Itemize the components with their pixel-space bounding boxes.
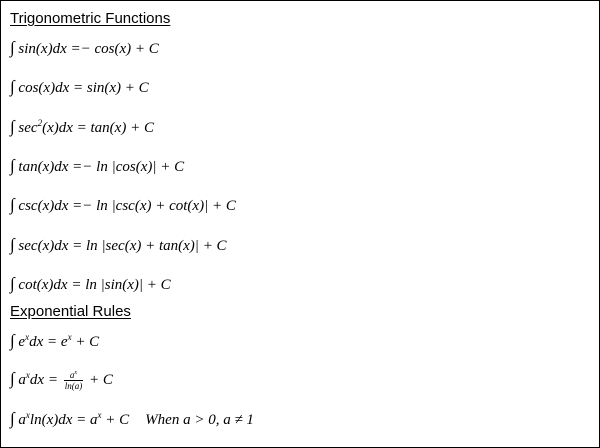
formula-rhs: cos(x) + C bbox=[94, 41, 159, 57]
formula-rhs-absolute: |csc(x) + cot(x)| bbox=[111, 198, 209, 214]
formula-integral-sin bbox=[10, 38, 159, 58]
formula-operator: =− bbox=[68, 159, 97, 175]
fraction-numerator bbox=[64, 370, 84, 381]
formula-rhs-base: e bbox=[60, 334, 68, 350]
formula-operator: = bbox=[44, 372, 62, 388]
integral-sign: ∫ bbox=[10, 117, 15, 136]
integral-sign: ∫ bbox=[10, 409, 15, 428]
formula-integral-tan bbox=[10, 156, 184, 176]
formula-rhs: tan(x) + C bbox=[90, 120, 154, 136]
formula-fraction bbox=[64, 370, 84, 391]
formula-operator: = bbox=[68, 238, 87, 254]
section-heading-exponential: Exponential Rules bbox=[10, 303, 131, 320]
formula-lhs-rest: dx bbox=[29, 372, 45, 388]
integral-sign: ∫ bbox=[10, 331, 15, 350]
formula-rhs: sin(x) + C bbox=[86, 80, 149, 96]
formula-integral-a-x bbox=[10, 369, 113, 391]
formula-rhs-constant: + C bbox=[143, 277, 171, 293]
formula-operator: = bbox=[72, 412, 91, 428]
formula-lhs-rest: dx bbox=[29, 334, 44, 350]
formula-lhs-exponent: x bbox=[25, 332, 30, 342]
formula-lhs: cos(x)dx bbox=[18, 80, 70, 96]
formula-rhs-constant: + C bbox=[85, 372, 113, 388]
formula-lhs: tan(x)dx bbox=[18, 159, 69, 175]
formula-integral-cot bbox=[10, 274, 171, 294]
formula-operator: =− bbox=[68, 198, 97, 214]
formula-rhs-absolute: |cos(x)| bbox=[111, 159, 157, 175]
formula-rhs-constant: + C bbox=[198, 238, 227, 254]
formula-integral-csc bbox=[10, 195, 236, 215]
formula-integral-sec bbox=[10, 235, 227, 255]
formula-operator: = bbox=[69, 80, 87, 96]
integral-sign: ∫ bbox=[10, 38, 15, 57]
integral-sign: ∫ bbox=[10, 195, 15, 214]
formula-rhs-exponent: x bbox=[67, 332, 72, 342]
formula-integral-cos bbox=[10, 77, 149, 97]
formula-lhs-base: a bbox=[18, 372, 26, 388]
formula-rhs-ln: ln bbox=[96, 198, 112, 214]
integral-sign: ∫ bbox=[10, 274, 15, 293]
formula-integral-sec-squared bbox=[10, 117, 154, 137]
formula-rhs-constant: + C bbox=[208, 198, 236, 214]
formula-condition: When a > 0, a ≠ 1 bbox=[145, 412, 254, 428]
formula-rhs-ln: ln bbox=[96, 159, 112, 175]
formula-rhs-ln: ln bbox=[85, 277, 101, 293]
formula-rhs-ln: ln bbox=[86, 238, 102, 254]
formula-rhs-constant: + C bbox=[101, 412, 130, 428]
formula-rhs-constant: + C bbox=[71, 334, 100, 350]
formula-rhs-absolute: |sec(x) + tan(x)| bbox=[101, 238, 199, 254]
formula-rhs-base: a bbox=[90, 412, 98, 428]
numerator-exponent: x bbox=[74, 370, 78, 377]
formula-integral-a-x-ln-x bbox=[10, 409, 254, 429]
formula-operator: = bbox=[67, 277, 86, 293]
formula-lhs: sec(x)dx bbox=[18, 238, 69, 254]
formula-operator: =− bbox=[66, 41, 95, 57]
fraction-denominator: ln(a) bbox=[64, 381, 83, 392]
formula-lhs-exponent: x bbox=[25, 370, 30, 380]
formula-rhs-constant: + C bbox=[156, 159, 185, 175]
formula-lhs-base: e bbox=[18, 334, 26, 350]
formula-lhs-rest: (x)dx bbox=[42, 120, 73, 136]
formula-lhs-base: sec bbox=[18, 120, 38, 136]
formula-operator: = bbox=[72, 120, 91, 136]
numerator-base: a bbox=[69, 370, 75, 381]
integral-sign: ∫ bbox=[10, 77, 15, 96]
formula-lhs-exponent: 2 bbox=[37, 118, 43, 128]
formula-lhs-rest: ln(x)dx bbox=[29, 412, 73, 428]
formula-lhs-exponent: x bbox=[25, 410, 30, 420]
formula-rhs-absolute: |sin(x)| bbox=[100, 277, 144, 293]
formula-rhs-exponent: x bbox=[97, 410, 102, 420]
formula-lhs: sin(x)dx bbox=[18, 41, 67, 57]
integral-sign: ∫ bbox=[10, 235, 15, 254]
formula-lhs: cot(x)dx bbox=[18, 277, 68, 293]
integral-sign: ∫ bbox=[10, 369, 15, 388]
integral-sign: ∫ bbox=[10, 156, 15, 175]
formula-integral-e-x bbox=[10, 331, 99, 351]
section-heading-trigonometric: Trigonometric Functions bbox=[10, 10, 171, 27]
formula-lhs: csc(x)dx bbox=[18, 198, 69, 214]
formula-operator: = bbox=[43, 334, 61, 350]
formula-lhs-base: a bbox=[18, 412, 26, 428]
